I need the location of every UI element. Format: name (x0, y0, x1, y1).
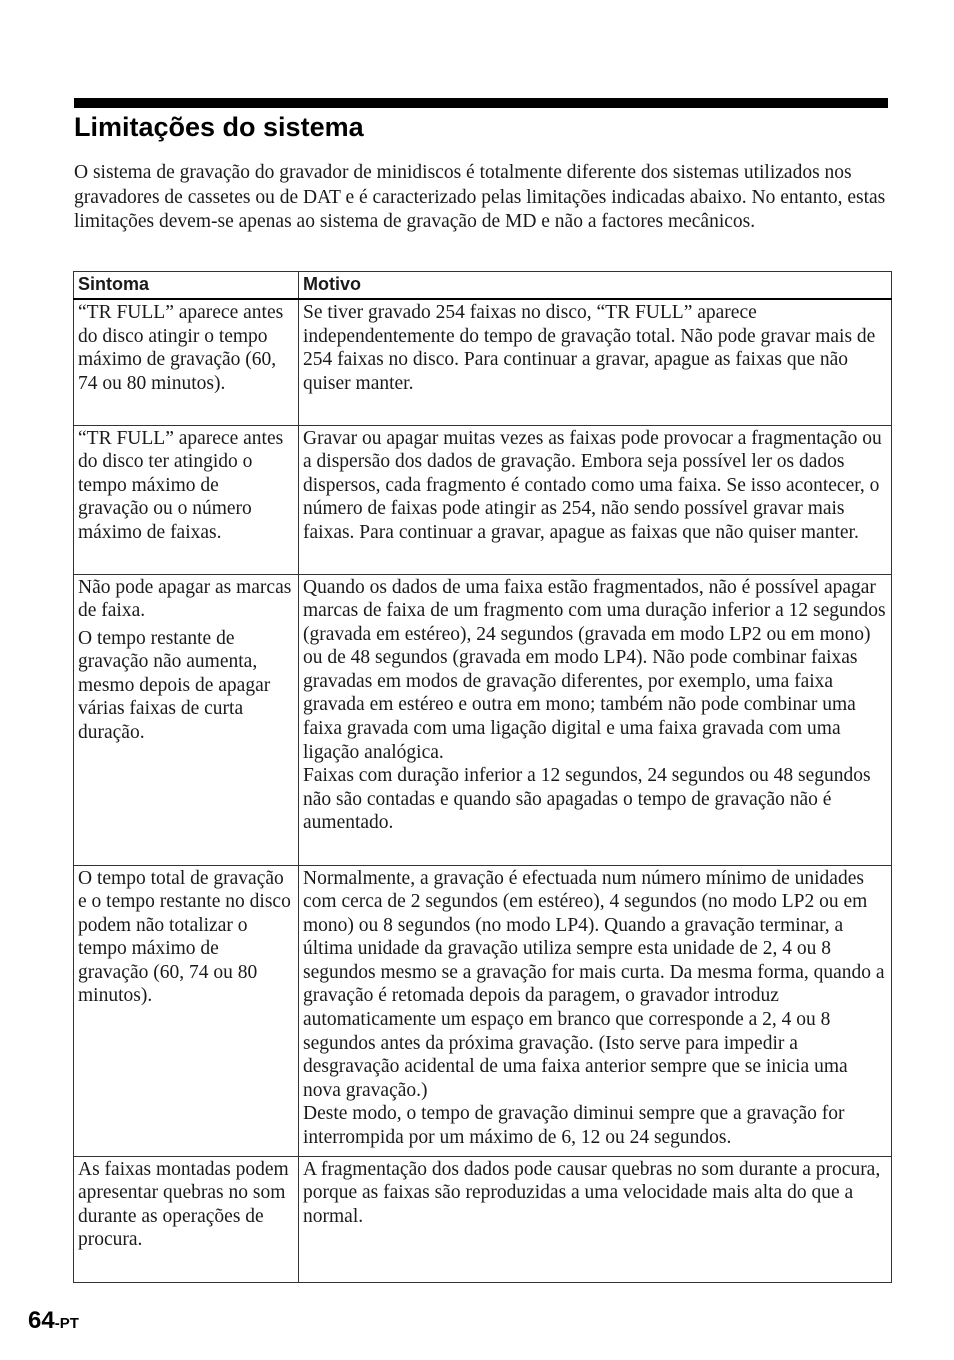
symptom-text: As faixas montadas podem apresentar quebras no som durante as operações de procura. (78, 1158, 289, 1251)
section-header-rule (74, 98, 888, 108)
page-number-suffix: -PT (54, 1315, 79, 1332)
symptom-cell (74, 865, 299, 1156)
reason-text: Quando os dados de uma faixa estão fragmentados, não é possível apagar marcas de faixa de um fragmento com uma duração inferior a 12 segundos (gravada em estéreo), 24 segundos (gravada em modo LP2 ou em mono) ou de 48 segundos (gravada em modo LP4). Não pode combinar faixas gravadas em modos de gravação diferentes, por exemplo, uma faixa gravada em estéreo e outra em mono; também não pode combinar uma faixa gravada com uma ligação digital e uma faixa gravada com uma ligação analógica. (303, 576, 886, 763)
table-row (74, 425, 892, 574)
table-row (74, 1156, 892, 1282)
page-number-value: 64 (28, 1307, 55, 1334)
reason-cell (299, 574, 892, 865)
table-header-row (74, 272, 892, 300)
intro-paragraph: O sistema de gravação do gravador de minidiscos é totalmente diferente dos sistemas utilizados nos gravadores de cassetes ou de DAT e é caracterizado pelas limitações indicadas abaixo. No entanto, estas limitações devem-se apenas ao sistema de gravação de MD e não a factores mecânicos. (74, 162, 886, 232)
reason-cell (299, 299, 892, 425)
reason-text: Faixas com duração inferior a 12 segundos, 24 segundos ou 48 segundos não são contadas e quando são apagadas o tempo de gravação não é aumentado. (303, 765, 871, 834)
reason-text: A fragmentação dos dados pode causar quebras no som durante a procura, porque as faixas são reproduzidas a uma velocidade mais alta do que a normal. (303, 1158, 881, 1227)
reason-cell (299, 425, 892, 574)
page-title: Limitações do sistema (74, 112, 364, 142)
symptom-text: O tempo restante de gravação não aumenta, mesmo depois de apagar várias faixas de curta duração. (78, 627, 271, 744)
table-row (74, 865, 892, 1156)
symptom-cell (74, 574, 299, 865)
reason-cell (299, 1156, 892, 1282)
reason-text: Normalmente, a gravação é efectuada num número mínimo de unidades com cerca de 2 segundos (em estéreo), 4 segundos (no modo LP2 ou em mono) ou 8 segundos (no modo LP4). Quando a gravação terminar, a última unidade da gravação utiliza sempre esta unidade de 2, 4 ou 8 segundos mesmo se a gravação for mais curta. Da mesma forma, quando a gravação é retomada depois da paragem, o gravador introduz automaticamente um espaço em branco que corresponde a 2, 4 ou 8 segundos antes da próxima gravação. (Isto serve para impedir a desgravação acidental de uma faixa anterior sempre que se inicia uma nova gravação.) (303, 867, 885, 1101)
column-header-reason: Motivo (299, 272, 892, 300)
table-row (74, 299, 892, 425)
symptom-cell (74, 1156, 299, 1282)
reason-text: Deste modo, o tempo de gravação diminui sempre que a gravação for interrompida por um máximo de 6, 12 ou 24 segundos. (303, 1103, 845, 1149)
table-row (74, 574, 892, 865)
limitations-table (73, 271, 892, 1283)
symptom-text: “TR FULL” aparece antes do disco atingir o tempo máximo de gravação (60, 74 ou 80 minutos). (78, 302, 284, 394)
page-number (28, 1307, 79, 1335)
symptom-cell (74, 299, 299, 425)
reason-text: Gravar ou apagar muitas vezes as faixas pode provocar a fragmentação ou a dispersão dos dados de gravação. Embora seja possível ler os dados dispersos, cada fragmento é contado como uma faixa. Se isso acontecer, o número de faixas pode atingir as 254, não sendo possível gravar mais faixas. Para continuar a gravar, apague as faixas que não quiser manter. (303, 427, 882, 543)
reason-text: Se tiver gravado 254 faixas no disco, “TR FULL” aparece independentemente do tempo de gravação total. Não pode gravar mais de 254 faixas no disco. Para continuar a gravar, apague as faixas que não quiser manter. (303, 302, 876, 394)
column-header-symptom: Sintoma (74, 272, 299, 300)
symptom-text: O tempo total de gravação e o tempo restante no disco podem não totalizar o tempo máximo de gravação (60, 74 ou 80 minutos). (78, 867, 291, 1007)
reason-cell (299, 865, 892, 1156)
symptom-cell (74, 425, 299, 574)
symptom-text: “TR FULL” aparece antes do disco ter atingido o tempo máximo de gravação ou o número máximo de faixas. (78, 427, 284, 543)
symptom-text: Não pode apagar as marcas de faixa. (78, 576, 292, 622)
